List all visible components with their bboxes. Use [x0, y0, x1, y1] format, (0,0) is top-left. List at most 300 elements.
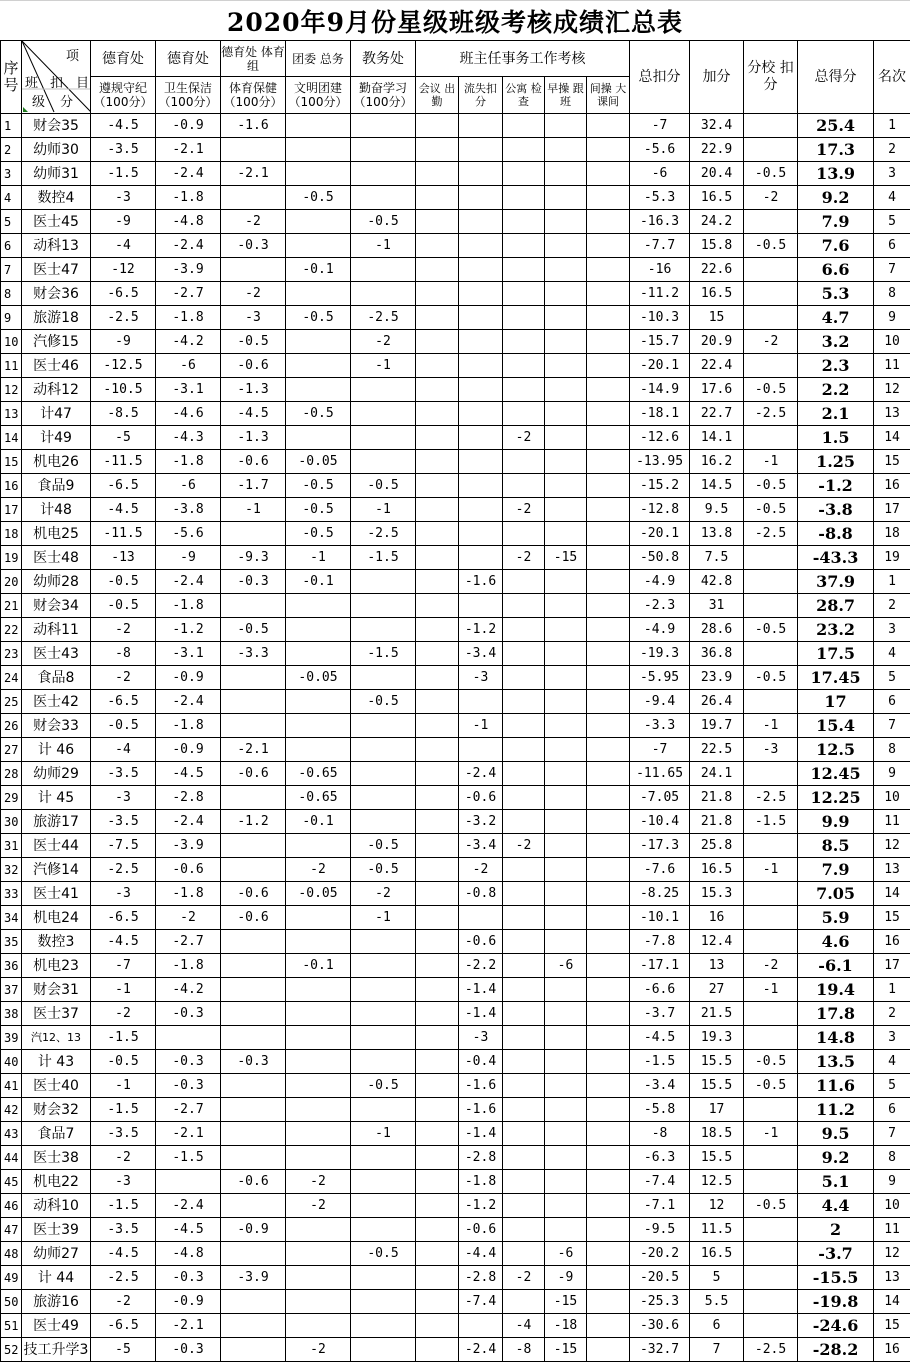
cell-bonus: 9.5 — [690, 498, 744, 522]
header-sub-dropout: 流失扣 分 — [459, 77, 503, 114]
cell-hygiene: -4.5 — [156, 762, 221, 786]
cell-sports: -3.3 — [221, 642, 286, 666]
cell-total-score: 7.9 — [798, 858, 874, 882]
table-row — [1, 666, 910, 690]
cell-class-name: 财会32 — [22, 1098, 91, 1122]
cell-civility — [286, 834, 351, 858]
cell-class-name: 财会35 — [22, 114, 91, 138]
cell-branch-deduct: -0.5 — [744, 474, 798, 498]
cell-meeting — [416, 522, 459, 546]
cell-class-name: 汽12、13 — [22, 1026, 91, 1050]
cell-meeting — [416, 114, 459, 138]
cell-dorm — [503, 1194, 545, 1218]
cell-civility — [286, 1074, 351, 1098]
cell-bonus: 23.9 — [690, 666, 744, 690]
cell-morning — [545, 858, 587, 882]
cell-discipline: -7 — [91, 954, 156, 978]
cell-row-index: 3 — [1, 162, 22, 186]
cell-dorm — [503, 522, 545, 546]
cell-row-index: 28 — [1, 762, 22, 786]
cell-civility — [286, 114, 351, 138]
cell-total-score: 17.45 — [798, 666, 874, 690]
cell-total-deduct: -15.2 — [630, 474, 690, 498]
cell-morning — [545, 810, 587, 834]
cell-dropout: -0.6 — [459, 930, 503, 954]
cell-civility — [286, 1146, 351, 1170]
cell-study — [351, 1146, 416, 1170]
cell-morning — [545, 1098, 587, 1122]
cell-branch-deduct — [744, 594, 798, 618]
cell-dropout — [459, 354, 503, 378]
cell-study: -2.5 — [351, 306, 416, 330]
cell-morning — [545, 930, 587, 954]
cell-dropout — [459, 114, 503, 138]
cell-dropout — [459, 282, 503, 306]
cell-bonus: 22.6 — [690, 258, 744, 282]
cell-hygiene: -4.2 — [156, 330, 221, 354]
cell-total-deduct: -14.9 — [630, 378, 690, 402]
cell-study: -1.5 — [351, 642, 416, 666]
cell-total-deduct: -7.05 — [630, 786, 690, 810]
cell-hygiene: -0.6 — [156, 858, 221, 882]
cell-branch-deduct: -0.5 — [744, 1194, 798, 1218]
cell-sports — [221, 690, 286, 714]
cell-dropout: -1.6 — [459, 1074, 503, 1098]
cell-study — [351, 1002, 416, 1026]
cell-hygiene: -1.8 — [156, 714, 221, 738]
cell-rank: 13 — [874, 858, 910, 882]
header-banzhuren: 班主任事务工作考核 — [416, 41, 630, 77]
cell-dorm — [503, 210, 545, 234]
cell-dorm — [503, 762, 545, 786]
cell-total-deduct: -10.1 — [630, 906, 690, 930]
cell-total-score: -43.3 — [798, 546, 874, 570]
cell-study — [351, 138, 416, 162]
cell-rank: 2 — [874, 594, 910, 618]
cell-class-name: 动科13 — [22, 234, 91, 258]
cell-hygiene: -1.8 — [156, 882, 221, 906]
cell-study — [351, 1266, 416, 1290]
cell-bonus: 19.7 — [690, 714, 744, 738]
cell-break — [587, 186, 630, 210]
cell-civility: -0.5 — [286, 306, 351, 330]
cell-break — [587, 210, 630, 234]
cell-discipline: -11.5 — [91, 522, 156, 546]
cell-civility — [286, 138, 351, 162]
cell-row-index: 19 — [1, 546, 22, 570]
cell-break — [587, 1266, 630, 1290]
cell-discipline: -2 — [91, 1002, 156, 1026]
cell-bonus: 22.4 — [690, 354, 744, 378]
cell-dropout: -2.8 — [459, 1146, 503, 1170]
cell-morning — [545, 978, 587, 1002]
cell-rank: 11 — [874, 810, 910, 834]
table-row — [1, 138, 910, 162]
table-row — [1, 306, 910, 330]
cell-total-score: 17.5 — [798, 642, 874, 666]
cell-branch-deduct: -2.5 — [744, 402, 798, 426]
cell-class-name: 医士39 — [22, 1218, 91, 1242]
cell-hygiene: -0.9 — [156, 738, 221, 762]
cell-civility — [286, 978, 351, 1002]
cell-total-score: -6.1 — [798, 954, 874, 978]
cell-hygiene: -1.8 — [156, 186, 221, 210]
cell-dorm — [503, 978, 545, 1002]
cell-morning — [545, 282, 587, 306]
cell-class-name: 财会33 — [22, 714, 91, 738]
cell-bonus: 12 — [690, 1194, 744, 1218]
cell-hygiene: -9 — [156, 546, 221, 570]
cell-morning — [545, 234, 587, 258]
cell-hygiene: -1.2 — [156, 618, 221, 642]
cell-dropout: -1.6 — [459, 1098, 503, 1122]
header-sub-discipline: 遵规守纪 （100分） — [91, 77, 156, 114]
cell-morning — [545, 666, 587, 690]
table-row — [1, 330, 910, 354]
cell-discipline: -3.5 — [91, 1122, 156, 1146]
cell-total-score: 13.9 — [798, 162, 874, 186]
header-sub-study: 勤奋学习 （100分） — [351, 77, 416, 114]
cell-civility — [286, 1242, 351, 1266]
cell-meeting — [416, 618, 459, 642]
cell-civility — [286, 618, 351, 642]
cell-class-name: 数控4 — [22, 186, 91, 210]
cell-bonus: 5 — [690, 1266, 744, 1290]
cell-civility — [286, 1290, 351, 1314]
cell-meeting — [416, 666, 459, 690]
cell-break — [587, 1050, 630, 1074]
cell-branch-deduct: -1 — [744, 978, 798, 1002]
cell-discipline: -6.5 — [91, 906, 156, 930]
cell-branch-deduct: -0.5 — [744, 618, 798, 642]
header-dept-5: 教务处 — [351, 41, 416, 77]
cell-morning — [545, 1218, 587, 1242]
cell-sports — [221, 714, 286, 738]
cell-dropout: -1.8 — [459, 1170, 503, 1194]
cell-row-index: 43 — [1, 1122, 22, 1146]
cell-branch-deduct: -2.5 — [744, 1338, 798, 1362]
cell-row-index: 39 — [1, 1026, 22, 1050]
cell-total-deduct: -20.1 — [630, 354, 690, 378]
cell-study — [351, 1098, 416, 1122]
cell-bonus: 27 — [690, 978, 744, 1002]
cell-sports — [221, 522, 286, 546]
cell-break — [587, 1194, 630, 1218]
cell-branch-deduct — [744, 1146, 798, 1170]
cell-row-index: 21 — [1, 594, 22, 618]
cell-civility: -0.1 — [286, 570, 351, 594]
cell-sports — [221, 1314, 286, 1338]
cell-total-score: 12.5 — [798, 738, 874, 762]
cell-hygiene: -4.5 — [156, 1218, 221, 1242]
cell-sports: -0.6 — [221, 762, 286, 786]
cell-discipline: -2 — [91, 618, 156, 642]
cell-total-score: 8.5 — [798, 834, 874, 858]
cell-total-score: 15.4 — [798, 714, 874, 738]
cell-rank: 7 — [874, 258, 910, 282]
cell-class-name: 幼师31 — [22, 162, 91, 186]
cell-meeting — [416, 930, 459, 954]
header-index — [1, 41, 22, 114]
cell-bonus: 21.8 — [690, 786, 744, 810]
cell-bonus: 12.4 — [690, 930, 744, 954]
header-bonus: 加分 — [690, 41, 744, 114]
cell-dorm — [503, 1098, 545, 1122]
cell-morning — [545, 138, 587, 162]
cell-dropout: -1.2 — [459, 1194, 503, 1218]
cell-total-score: -24.6 — [798, 1314, 874, 1338]
cell-dorm — [503, 858, 545, 882]
cell-total-deduct: -6.6 — [630, 978, 690, 1002]
page-title: 2020年9月份星级班级考核成绩汇总表 — [0, 0, 910, 40]
cell-hygiene: -2.4 — [156, 810, 221, 834]
cell-hygiene: -1.8 — [156, 450, 221, 474]
cell-break — [587, 450, 630, 474]
cell-branch-deduct: -0.5 — [744, 1050, 798, 1074]
cell-row-index: 4 — [1, 186, 22, 210]
cell-break — [587, 258, 630, 282]
cell-dropout: -3.4 — [459, 642, 503, 666]
cell-rank: 15 — [874, 1314, 910, 1338]
cell-discipline: -2.5 — [91, 858, 156, 882]
cell-dropout — [459, 378, 503, 402]
cell-dorm — [503, 234, 545, 258]
cell-discipline: -3 — [91, 1170, 156, 1194]
table-row — [1, 114, 910, 138]
cell-hygiene: -6 — [156, 474, 221, 498]
cell-hygiene: -2.4 — [156, 570, 221, 594]
cell-hygiene: -4.8 — [156, 1242, 221, 1266]
cell-study: -0.5 — [351, 858, 416, 882]
cell-rank: 15 — [874, 906, 910, 930]
cell-meeting — [416, 1194, 459, 1218]
cell-row-index: 5 — [1, 210, 22, 234]
cell-hygiene: -0.9 — [156, 1290, 221, 1314]
cell-total-score: 9.5 — [798, 1122, 874, 1146]
cell-morning — [545, 330, 587, 354]
cell-dropout: -0.6 — [459, 1218, 503, 1242]
cell-total-score: 7.9 — [798, 210, 874, 234]
cell-civility: -0.5 — [286, 498, 351, 522]
cell-total-score: -19.8 — [798, 1290, 874, 1314]
cell-meeting — [416, 1098, 459, 1122]
cell-hygiene: -2.4 — [156, 690, 221, 714]
cell-meeting — [416, 762, 459, 786]
cell-sports — [221, 1002, 286, 1026]
cell-study — [351, 570, 416, 594]
table-row — [1, 930, 910, 954]
cell-total-score: 28.7 — [798, 594, 874, 618]
cell-dropout: -3 — [459, 666, 503, 690]
cell-class-name: 医士49 — [22, 1314, 91, 1338]
table-row — [1, 1314, 910, 1338]
cell-meeting — [416, 594, 459, 618]
cell-meeting — [416, 210, 459, 234]
cell-branch-deduct — [744, 258, 798, 282]
cell-civility — [286, 930, 351, 954]
cell-dorm — [503, 906, 545, 930]
cell-dropout: -1.4 — [459, 978, 503, 1002]
cell-civility — [286, 354, 351, 378]
cell-bonus: 22.7 — [690, 402, 744, 426]
cell-row-index: 13 — [1, 402, 22, 426]
cell-civility: -0.5 — [286, 186, 351, 210]
cell-class-name: 旅游16 — [22, 1290, 91, 1314]
cell-sports: -3.9 — [221, 1266, 286, 1290]
cell-hygiene: -6 — [156, 354, 221, 378]
cell-bonus: 5.5 — [690, 1290, 744, 1314]
cell-morning — [545, 1146, 587, 1170]
cell-total-deduct: -12.8 — [630, 498, 690, 522]
cell-civility — [286, 1122, 351, 1146]
cell-dropout: -4.4 — [459, 1242, 503, 1266]
cell-morning — [545, 1074, 587, 1098]
cell-total-score: 23.2 — [798, 618, 874, 642]
cell-class-name: 机电23 — [22, 954, 91, 978]
cell-dropout: -3 — [459, 1026, 503, 1050]
cell-hygiene: -3.1 — [156, 378, 221, 402]
cell-branch-deduct — [744, 282, 798, 306]
table-row — [1, 450, 910, 474]
cell-morning — [545, 642, 587, 666]
cell-row-index: 37 — [1, 978, 22, 1002]
cell-total-deduct: -3.4 — [630, 1074, 690, 1098]
cell-dorm — [503, 282, 545, 306]
cell-class-name: 医士47 — [22, 258, 91, 282]
cell-total-deduct: -13.95 — [630, 450, 690, 474]
cell-meeting — [416, 234, 459, 258]
cell-branch-deduct: -0.5 — [744, 378, 798, 402]
cell-row-index: 46 — [1, 1194, 22, 1218]
cell-study — [351, 162, 416, 186]
cell-branch-deduct — [744, 1098, 798, 1122]
cell-total-score: -3.7 — [798, 1242, 874, 1266]
table-row — [1, 594, 910, 618]
cell-total-score: 13.5 — [798, 1050, 874, 1074]
cell-total-score: 4.7 — [798, 306, 874, 330]
cell-sports — [221, 1290, 286, 1314]
score-table — [0, 40, 910, 1362]
cell-study — [351, 930, 416, 954]
cell-total-score: 6.6 — [798, 258, 874, 282]
cell-study — [351, 114, 416, 138]
table-row — [1, 1122, 910, 1146]
cell-hygiene — [156, 1170, 221, 1194]
table-row — [1, 282, 910, 306]
cell-rank: 10 — [874, 330, 910, 354]
cell-study: -1 — [351, 1122, 416, 1146]
cell-row-index: 34 — [1, 906, 22, 930]
cell-dorm — [503, 810, 545, 834]
cell-dorm — [503, 162, 545, 186]
cell-dropout — [459, 690, 503, 714]
cell-total-score: 5.1 — [798, 1170, 874, 1194]
table-row — [1, 162, 910, 186]
cell-study: -1 — [351, 354, 416, 378]
cell-dorm — [503, 330, 545, 354]
cell-bonus: 6 — [690, 1314, 744, 1338]
cell-row-index: 7 — [1, 258, 22, 282]
cell-sports: -4.5 — [221, 402, 286, 426]
cell-study — [351, 1338, 416, 1362]
cell-rank: 10 — [874, 1194, 910, 1218]
table-row — [1, 1290, 910, 1314]
cell-rank: 18 — [874, 522, 910, 546]
cell-study — [351, 762, 416, 786]
cell-total-deduct: -11.65 — [630, 762, 690, 786]
cell-civility: -0.5 — [286, 474, 351, 498]
cell-study — [351, 1170, 416, 1194]
cell-dropout — [459, 450, 503, 474]
cell-sports: -0.6 — [221, 1170, 286, 1194]
cell-total-deduct: -20.1 — [630, 522, 690, 546]
cell-morning — [545, 306, 587, 330]
cell-class-name: 动科12 — [22, 378, 91, 402]
cell-study — [351, 738, 416, 762]
cell-sports: -1.6 — [221, 114, 286, 138]
cell-meeting — [416, 1290, 459, 1314]
cell-discipline: -7.5 — [91, 834, 156, 858]
cell-class-name: 旅游18 — [22, 306, 91, 330]
cell-morning — [545, 690, 587, 714]
table-row — [1, 738, 910, 762]
cell-discipline: -5 — [91, 426, 156, 450]
cell-dropout: -3.4 — [459, 834, 503, 858]
cell-total-deduct: -25.3 — [630, 1290, 690, 1314]
cell-study — [351, 594, 416, 618]
cell-morning: -18 — [545, 1314, 587, 1338]
cell-dorm — [503, 594, 545, 618]
cell-sports: -0.3 — [221, 1050, 286, 1074]
cell-discipline: -3.5 — [91, 762, 156, 786]
cell-bonus: 20.4 — [690, 162, 744, 186]
cell-civility: -0.65 — [286, 762, 351, 786]
cell-civility: -2 — [286, 1338, 351, 1362]
cell-study: -0.5 — [351, 210, 416, 234]
cell-total-deduct: -20.2 — [630, 1242, 690, 1266]
cell-rank: 19 — [874, 546, 910, 570]
cell-discipline: -3 — [91, 186, 156, 210]
cell-dorm — [503, 186, 545, 210]
cell-civility: -0.05 — [286, 666, 351, 690]
cell-discipline: -2.5 — [91, 306, 156, 330]
cell-rank: 8 — [874, 1146, 910, 1170]
cell-dorm — [503, 954, 545, 978]
cell-discipline: -3 — [91, 786, 156, 810]
cell-sports — [221, 258, 286, 282]
cell-civility: -0.1 — [286, 954, 351, 978]
cell-branch-deduct: -2 — [744, 330, 798, 354]
cell-civility — [286, 162, 351, 186]
cell-bonus: 24.1 — [690, 762, 744, 786]
cell-discipline: -12 — [91, 258, 156, 282]
table-row — [1, 810, 910, 834]
cell-rank: 14 — [874, 426, 910, 450]
cell-hygiene: -1.8 — [156, 954, 221, 978]
cell-civility — [286, 1266, 351, 1290]
table-row — [1, 354, 910, 378]
cell-civility: -2 — [286, 1170, 351, 1194]
cell-branch-deduct — [744, 354, 798, 378]
table-row — [1, 1266, 910, 1290]
cell-study: -2 — [351, 882, 416, 906]
cell-total-score: 9.2 — [798, 186, 874, 210]
cell-rank: 1 — [874, 114, 910, 138]
cell-break — [587, 642, 630, 666]
table-row — [1, 1170, 910, 1194]
cell-rank: 5 — [874, 210, 910, 234]
table-row — [1, 762, 910, 786]
